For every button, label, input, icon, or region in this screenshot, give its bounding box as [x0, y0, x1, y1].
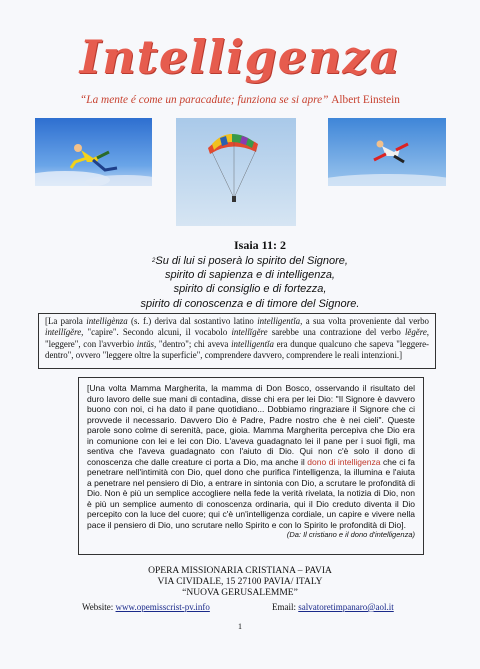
etymology-box: [La parola intelligènza (s. f.) deriva dal sostantivo latino intelligentĭa, a sua volta proveniente dal verbo intellĭgĕre, "capire". Secondo alcuni, il vocabolo intellĭgĕre sarebbe una contrazione del verbo lĕgĕre, "leggere", con l'avverbio intŭs, "dentro"; chi aveva intelligentĭa era dunque qualcuno che sapeva "leggere-dentro", ovvero "leggere oltre la superficie", comprendere davvero, comprendere le reali intenzioni.]	[38, 313, 436, 369]
verse-line: spirito di consiglio e di fortezza,	[173, 283, 327, 296]
page-number: 1	[238, 622, 242, 631]
verse-line: $^2$Su di lui si poserà lo spirito del Signore,	[152, 255, 348, 267]
organization-footer	[0, 566, 480, 598]
verse-line: spirito di sapienza e di intelligenza,	[165, 269, 335, 282]
email-contact	[272, 602, 394, 612]
verse-line: spirito di conoscenza e di timore del Signore.	[140, 297, 360, 310]
email-link[interactable]: salvatoretimpanaro@aol.it	[298, 602, 394, 612]
website-link[interactable]: www.opemisscrist-pv.info	[115, 602, 210, 612]
story-box: [Una volta Mamma Margherita, la mamma di Don Bosco, osservando il risultato del duro lavoro delle sue mani di contadina, disse chi era per lei Dio: "Il Signore è davvero buono con noi, ci ha dato il pane quotidiano... Dobbiamo ringraziare il Signore che ci provvede il necessario. Davvero Dio è Padre, Padre nostro che è nei cieli". Queste parole sono colme di serenità, pace, gioia. Mamma Margherita percepiva che Dio era in comunione con lei e lei con Dio. L'aveva guadagnato lei il pane per i suoi figli, ma sentiva che l'aveva guadagnato con l'aiuto di Dio. Qui non c'è solo il dono di conoscenza che dalle creature ci porta a Dio, ma anche il dono di intelligenza che ci fa penetrare nell'intimità con Dio, quel dono che purifica l'intelligenza, la illumina e l'aiuta a penetrare nel pensiero di Dio, a entrare in sintonia con Dio, a scrutare le profondità di Dio. Non è più un semplice accogliere nella fede la verità rivelata, la notizia di Dio, non è più un semplice aumento di conoscenza ordinaria, qui il Dio creduto diventa il Dio percepito con la luce del cuore; qui c'è un'intelligenza cordiale, un capire e vivere nella pace il pensiero di Dio, uno scrutare nello Spirito e con lo Spirito le profondità di Dio]. (Da: Il cristiano e il dono d'intelligenza)	[78, 377, 424, 555]
story-source: (Da: Il cristiano e il dono d'intelligenza)	[286, 530, 415, 539]
footer-line: VIA CIVIDALE, 15 27100 PAVIA/ ITALY	[157, 576, 323, 587]
skydiver-photo-left	[35, 118, 152, 186]
website-label: Website:	[82, 602, 114, 612]
scripture-reference: Isaia 11: 2	[234, 238, 287, 252]
footer-line: OPERA MISSIONARIA CRISTIANA – PAVIA	[148, 566, 332, 576]
skydiver-photo-right	[328, 118, 446, 186]
quote-text: “La mente é come un paracadute; funziona se si apre”	[80, 94, 329, 106]
scripture-verse	[120, 254, 380, 311]
website-contact	[82, 602, 210, 612]
quote-author: Albert Einstein	[331, 94, 400, 106]
paraglider-photo	[176, 118, 296, 226]
footer-line: “NUOVA GERUSALEMME”	[182, 587, 298, 598]
email-label: Email:	[272, 602, 296, 612]
verse-number: 2	[152, 258, 156, 264]
page-title: Intelligenza	[79, 30, 401, 84]
einstein-quote	[0, 94, 480, 106]
highlight-text: dono di intelligenza	[307, 456, 381, 467]
